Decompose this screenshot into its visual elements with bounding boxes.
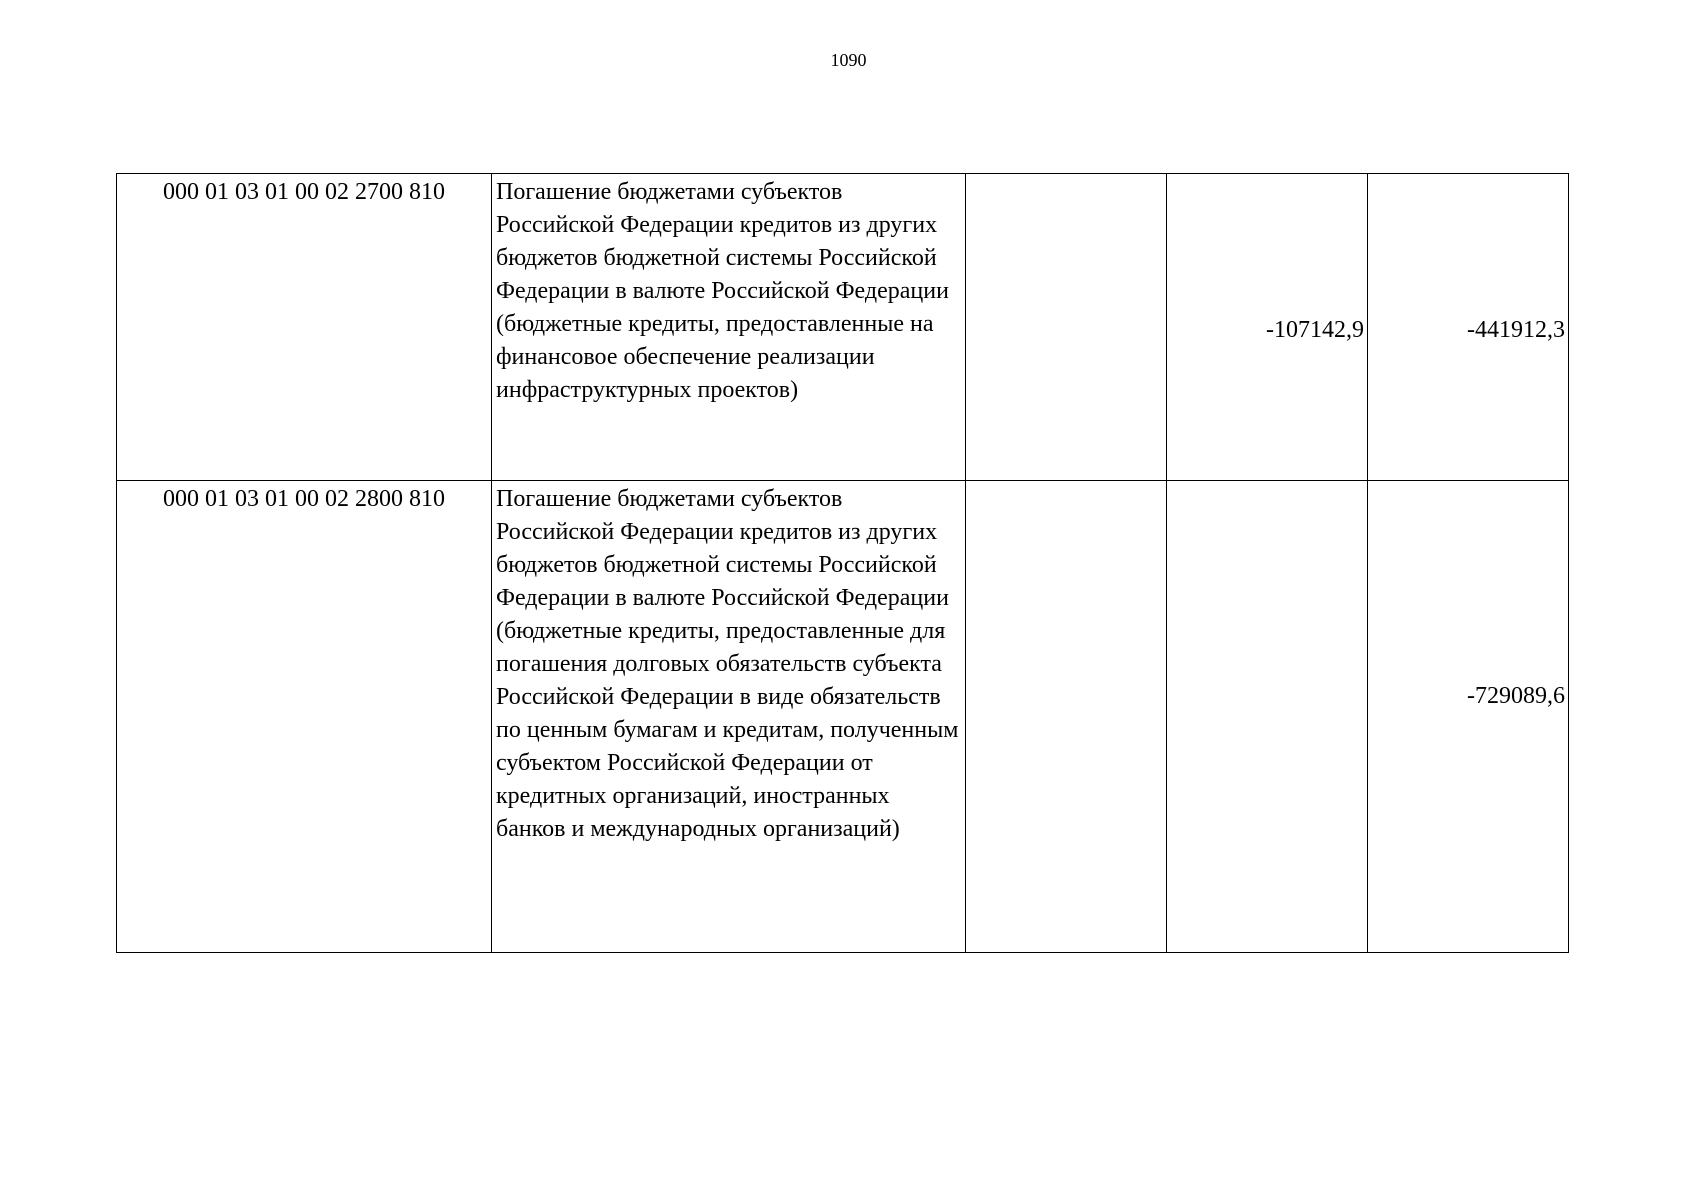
amount-cell-col4: -107142,9 — [1167, 174, 1368, 481]
page-number: 1090 — [830, 50, 867, 70]
amount-cell-col3 — [966, 174, 1167, 481]
amount-cell-col4 — [1167, 481, 1368, 953]
budget-code-cell: 000 01 03 01 00 02 2800 810 — [117, 481, 492, 953]
amount-cell-col3 — [966, 481, 1167, 953]
budget-sources-table — [116, 173, 1569, 953]
table-row — [117, 174, 1569, 481]
description-cell: Погашение бюджетами субъектов Российской Федерации кредитов из других бюджетов бюджетной системы Российской Федерации в валюте Российской Федерации (бюджетные кредиты, предоставленные на финансовое обеспечение реализации инфраструктурных проектов) — [492, 174, 966, 481]
table-row — [117, 481, 1569, 953]
description-cell: Погашение бюджетами субъектов Российской Федерации кредитов из других бюджетов бюджетной системы Российской Федерации в валюте Российской Федерации (бюджетные кредиты, предоставленные для погашения долговых обязательств субъекта Российской Федерации в виде обязательств по ценным бумагам и кредитам, полученным субъектом Российской Федерации от кредитных организаций, иностранных банков и международных организаций) — [492, 481, 966, 953]
amount-cell-col5: -441912,3 — [1368, 174, 1569, 481]
amount-cell-col5: -729089,6 — [1368, 481, 1569, 953]
budget-code-cell: 000 01 03 01 00 02 2700 810 — [117, 174, 492, 481]
